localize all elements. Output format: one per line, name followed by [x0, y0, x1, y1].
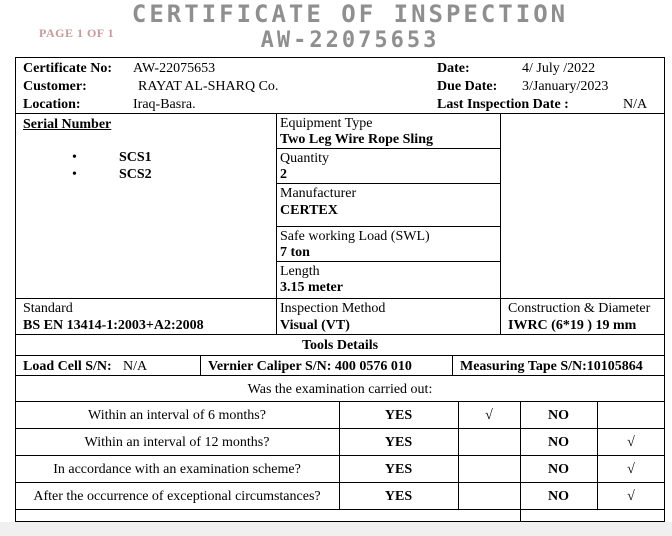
page-bottom-edge [0, 522, 672, 536]
exam-no: NO [548, 489, 569, 504]
exam-yes: YES [384, 462, 413, 477]
load-cell-value: N/A [123, 359, 148, 374]
length-label: Length [280, 264, 320, 279]
equipment-type-value: Two Leg Wire Rope Sling [280, 132, 433, 147]
exam-yes-check: √ [485, 408, 493, 423]
serial-item: SCS2 [119, 167, 152, 182]
exam-row-label: In accordance with an examination scheme? [53, 462, 301, 477]
exam-row-label: Within an interval of 6 months? [88, 408, 266, 423]
exam-no: NO [548, 408, 569, 423]
certificate-title: CERTIFICATE OF INSPECTION [131, 0, 569, 28]
exam-yes: YES [384, 489, 413, 504]
serial-number-label: Serial Number [23, 117, 112, 132]
customer-value: RAYAT AL-SHARQ Co. [138, 79, 279, 94]
swl-value: 7 ton [280, 245, 310, 260]
date-value: 4/ July /2022 [522, 61, 596, 76]
swl-label: Safe working Load (SWL) [280, 229, 430, 244]
exam-no-check: √ [627, 435, 635, 450]
exam-row-label: Within an interval of 12 months? [84, 435, 270, 450]
manufacturer-value: CERTEX [280, 203, 338, 218]
location-label: Location: [23, 97, 81, 112]
certificate-number-heading: AW-22075653 [260, 28, 440, 53]
load-cell-label: Load Cell S/N: [23, 359, 112, 374]
exam-row-label: After the occurrence of exceptional circumstances? [33, 489, 321, 504]
standard-label: Standard [23, 301, 73, 316]
equipment-type-label: Equipment Type [280, 116, 373, 131]
exam-yes: YES [384, 435, 413, 450]
construction-value: IWRC (6*19 ) 19 mm [508, 318, 637, 333]
serial-bullet: • [72, 150, 77, 165]
exam-no-check: √ [627, 489, 635, 504]
location-value: Iraq-Basra. [133, 97, 196, 112]
due-date-value: 3/January/2023 [522, 79, 609, 94]
manufacturer-label: Manufacturer [280, 186, 357, 201]
standard-value: BS EN 13414-1:2003+A2:2008 [23, 318, 204, 333]
due-date-label: Due Date: [437, 79, 498, 94]
date-label: Date: [437, 61, 470, 76]
inspection-method-value: Visual (VT) [280, 318, 350, 333]
tools-title: Tools Details [301, 338, 379, 353]
cert-no-label: Certificate No: [23, 61, 113, 76]
exam-no: NO [548, 462, 569, 477]
serial-item: SCS1 [119, 150, 152, 165]
customer-label: Customer: [23, 79, 87, 94]
exam-no-check: √ [627, 462, 635, 477]
page-label: PAGE 1 OF 1 [39, 26, 115, 40]
vernier-caliper: Vernier Caliper S/N: 400 0576 010 [208, 359, 412, 374]
exam-no: NO [548, 435, 569, 450]
construction-label: Construction & Diameter [508, 301, 651, 316]
exam-yes: YES [384, 408, 413, 423]
measuring-tape: Measuring Tape S/N:10105864 [460, 359, 643, 374]
last-inspection-label: Last Inspection Date : [437, 97, 569, 112]
quantity-value: 2 [280, 167, 287, 182]
serial-bullet: • [72, 167, 77, 182]
inspection-method-label: Inspection Method [280, 301, 386, 316]
last-inspection-value: N/A [623, 97, 648, 112]
cert-no-value: AW-22075653 [133, 61, 216, 76]
exam-question: Was the examination carried out: [247, 382, 433, 397]
length-value: 3.15 meter [280, 280, 343, 295]
quantity-label: Quantity [280, 151, 329, 166]
